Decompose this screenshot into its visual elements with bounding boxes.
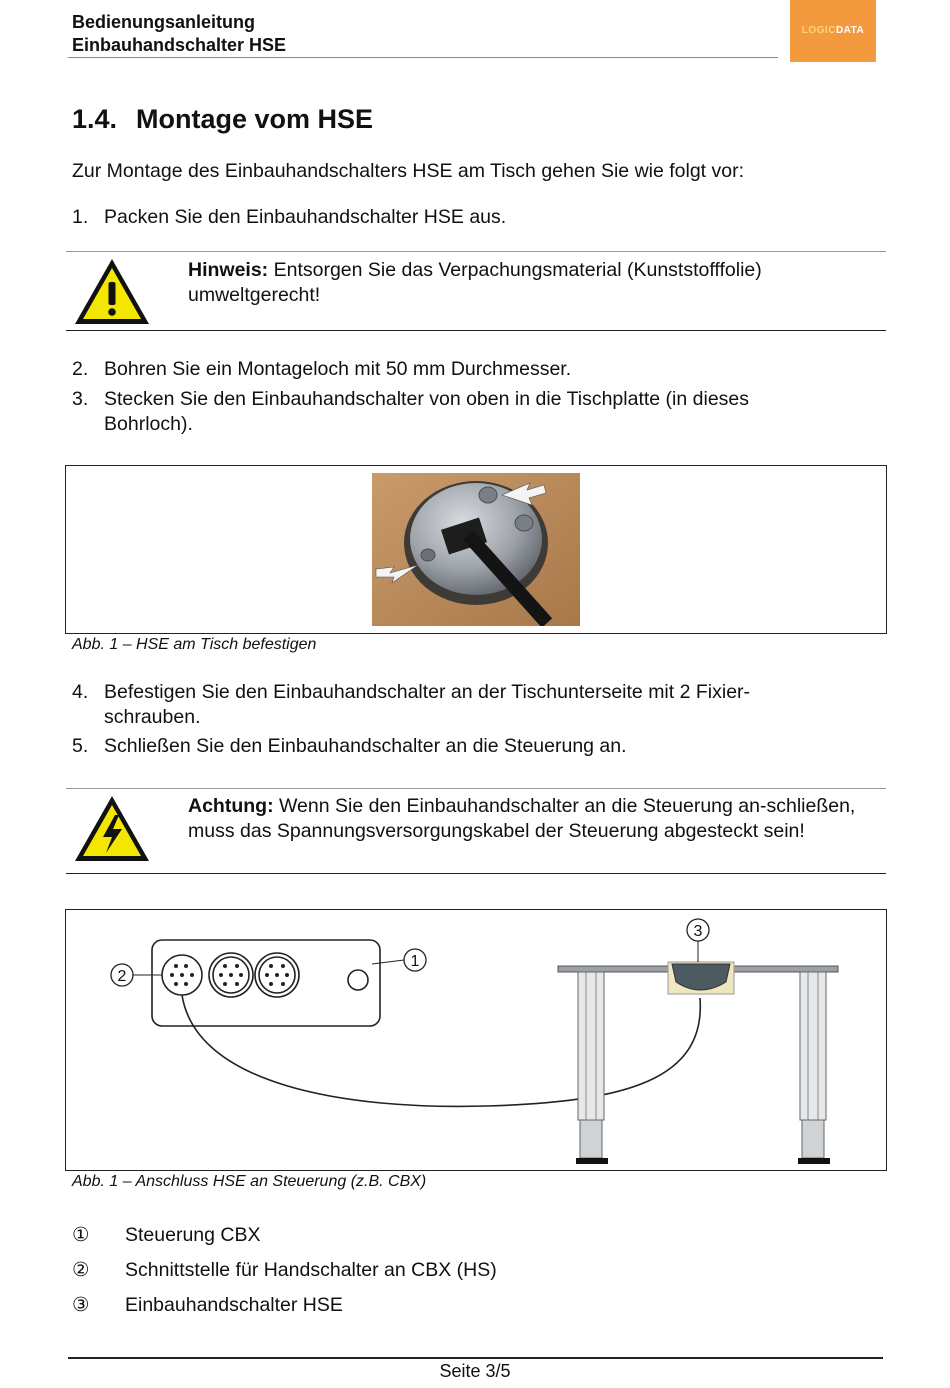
logo-text-a: LOGIC xyxy=(801,25,836,36)
legend-number: ③ xyxy=(72,1294,90,1316)
page-number: Seite 3/5 xyxy=(439,1361,511,1381)
footer-divider xyxy=(68,1357,883,1359)
step-number: 1. xyxy=(72,206,89,228)
caution-text xyxy=(188,794,868,844)
logo-text-b: DATA xyxy=(835,25,865,36)
note-top-rule xyxy=(66,251,886,252)
step-2 xyxy=(72,357,832,382)
figure-1-caption: Abb. 1 – HSE am Tisch befestigen xyxy=(72,636,317,653)
legend-number: ① xyxy=(72,1224,90,1246)
step-text: Befestigen Sie den Einbauhandschalter an der Tischunterseite mit 2 Fixier-schrauben. xyxy=(104,681,751,728)
note-text xyxy=(188,258,868,308)
step-number: 5. xyxy=(72,735,89,757)
callout-1: 1 xyxy=(410,953,420,970)
warning-triangle-icon xyxy=(72,256,152,328)
note-body: Entsorgen Sie das Verpachungsmaterial (Kunststofffolie) umweltgerecht! xyxy=(188,259,762,306)
caution-top-rule xyxy=(66,788,886,789)
step-number: 4. xyxy=(72,681,89,703)
callout-3: 3 xyxy=(693,923,703,940)
legend-item-1 xyxy=(0,1223,950,1248)
note-label: Hinweis: xyxy=(188,259,269,281)
legend-text: Steuerung CBX xyxy=(125,1224,261,1246)
header-product: Einbauhandschalter HSE xyxy=(72,35,287,55)
step-4 xyxy=(72,680,832,730)
step-3 xyxy=(72,387,832,437)
step-text: Schließen Sie den Einbauhandschalter an die Steuerung an. xyxy=(104,735,627,757)
document-header xyxy=(72,11,286,57)
step-5 xyxy=(72,734,832,759)
header-doc-type: Bedienungsanleitung xyxy=(72,12,256,32)
connection-diagram xyxy=(66,910,886,1170)
logicdata-logo xyxy=(790,0,876,62)
intro-paragraph: Zur Montage des Einbauhandschalters HSE am Tisch gehen Sie wie folgt vor: xyxy=(72,160,745,182)
desk-leg-right xyxy=(798,972,830,1164)
section-number: 1.4. xyxy=(72,104,118,134)
legend-text: Einbauhandschalter HSE xyxy=(125,1294,343,1316)
hse-mounting-photo xyxy=(372,473,580,626)
header-divider xyxy=(68,57,778,58)
callout-2: 2 xyxy=(117,968,127,985)
section-heading xyxy=(72,104,373,135)
caution-label: Achtung: xyxy=(188,795,274,817)
desk-leg-left xyxy=(576,972,608,1164)
high-voltage-icon xyxy=(72,793,152,865)
caution-bottom-rule xyxy=(66,873,886,874)
step-number: 2. xyxy=(72,358,89,380)
step-1 xyxy=(72,205,832,230)
legend-item-3 xyxy=(0,1293,950,1318)
legend-item-2 xyxy=(0,1258,950,1283)
legend-text: Schnittstelle für Handschalter an CBX (HS) xyxy=(125,1259,497,1281)
step-text: Bohren Sie ein Montageloch mit 50 mm Durchmesser. xyxy=(104,358,572,380)
step-number: 3. xyxy=(72,388,89,410)
section-title: Montage vom HSE xyxy=(136,104,374,134)
step-text: Packen Sie den Einbauhandschalter HSE aus. xyxy=(104,206,507,228)
step-text: Stecken Sie den Einbauhandschalter von oben in die Tischplatte (in dieses Bohrloch). xyxy=(104,388,750,435)
legend-number: ② xyxy=(72,1259,90,1281)
caution-body: Wenn Sie den Einbauhandschalter an die Steuerung an-schließen, muss das Spannungsversorgungskabel der Steuerung abgesteckt sein! xyxy=(188,795,856,842)
figure-2-caption: Abb. 1 – Anschluss HSE an Steuerung (z.B. CBX) xyxy=(72,1173,427,1190)
note-bottom-rule xyxy=(66,330,886,331)
